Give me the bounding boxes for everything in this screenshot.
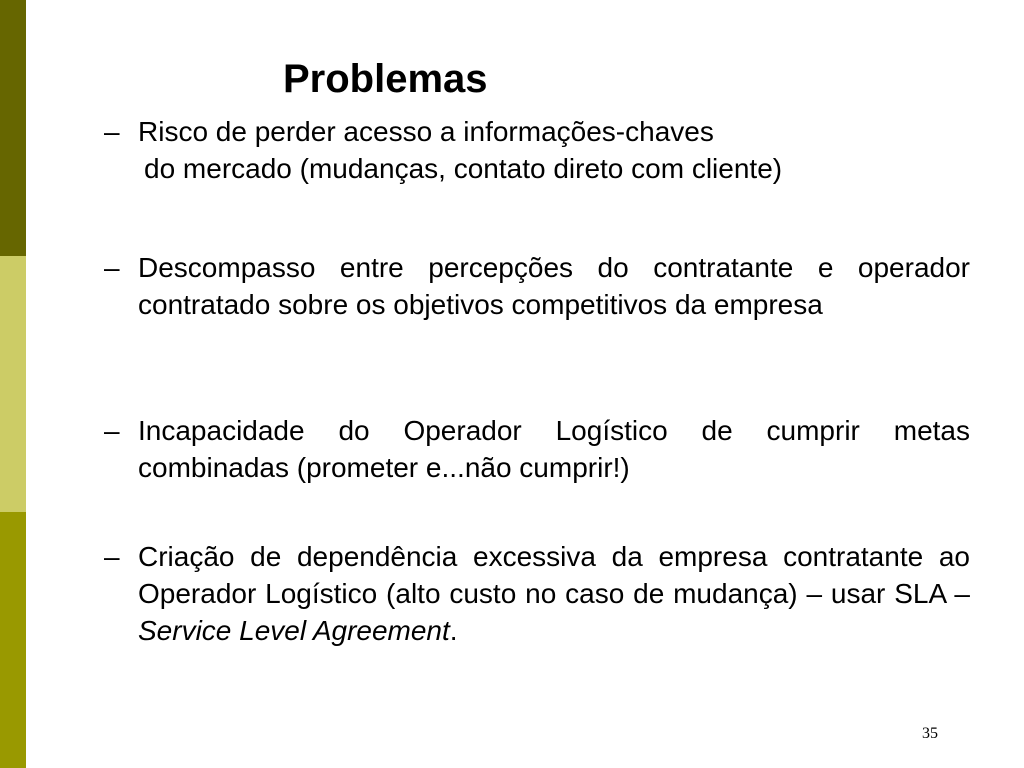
bullet-text-main: Criação de dependência excessiva da empresa contratante ao Operador Logístico (alto custo no caso de mudança) – usar SLA –	[138, 541, 970, 609]
bullet-item	[104, 412, 970, 486]
page-number: 35	[922, 725, 938, 742]
bullet-text	[138, 538, 970, 649]
side-band-bottom	[0, 512, 26, 768]
side-band-middle	[0, 256, 26, 512]
bullet-dash: –	[104, 541, 120, 572]
bullet-text: Incapacidade do Operador Logístico de cumprir metas combinadas (prometer e...não cumprir!)	[138, 415, 970, 483]
bullet-item	[104, 249, 970, 323]
side-band-top	[0, 0, 26, 256]
bullet-text-line1: Risco de perder acesso a informações-chaves	[138, 116, 714, 147]
bullet-dash: –	[104, 415, 120, 446]
bullet-item	[104, 113, 970, 187]
bullet-text: Descompasso entre percepções do contratante e operador contratado sobre os objetivos competitivos da empresa	[138, 252, 970, 320]
bullet-text-line2: do mercado (mudanças, contato direto com cliente)	[144, 153, 783, 184]
bullet-dash: –	[104, 116, 120, 147]
bullet-item	[104, 538, 970, 649]
bullet-dash: –	[104, 252, 120, 283]
slide-title: Problemas	[283, 57, 488, 101]
bullet-text-end: .	[449, 615, 458, 646]
bullet-text-italic: Service Level Agreement	[138, 615, 450, 646]
